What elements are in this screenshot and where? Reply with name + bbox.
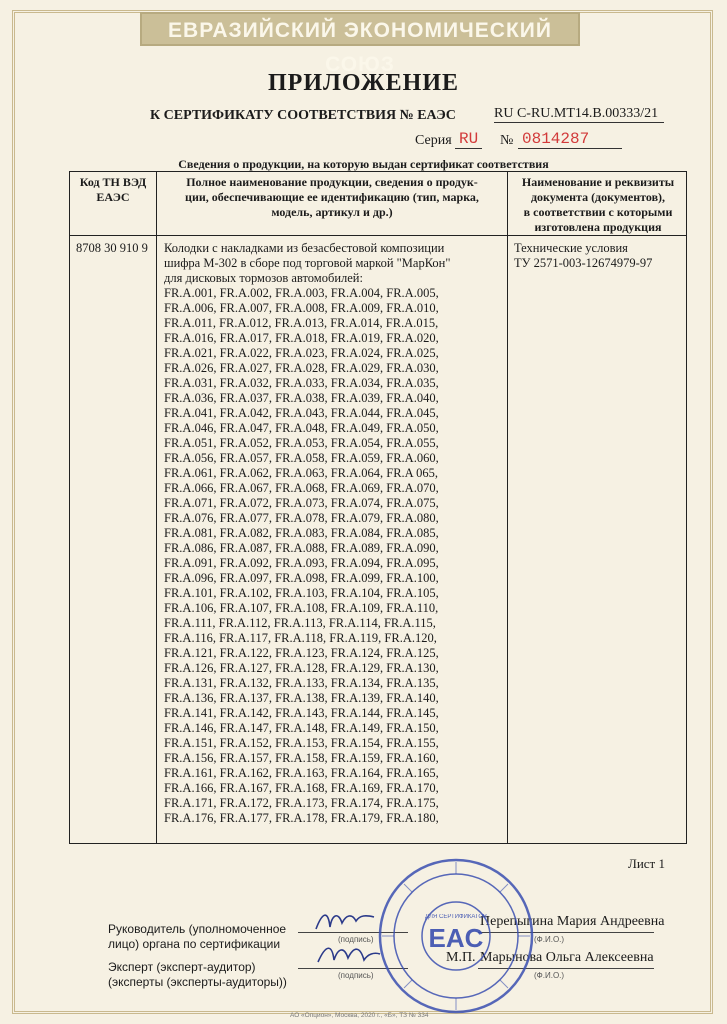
article-line: FR.A.176, FR.A.177, FR.A.178, FR.A.179, FR.A.180, [164, 811, 439, 825]
article-line: FR.A.106, FR.A.107, FR.A.108, FR.A.109, FR.A.110, [164, 601, 439, 615]
article-line: FR.A.001, FR.A.002, FR.A.003, FR.A.004, FR.A.005, [164, 286, 439, 300]
header-line: Наименование и реквизиты [521, 175, 675, 189]
description-line: Колодки с накладками из безасбестовой композиции [164, 241, 445, 255]
label-line: Эксперт (эксперт-аудитор) [108, 960, 256, 974]
certificate-subtitle: К СЕРТИФИКАТУ СООТВЕТСТВИЯ № ЕАЭС [150, 108, 456, 123]
expert-name: Марынова Ольга Алексеевна [480, 950, 654, 965]
signature-caption: (подпись) [338, 971, 374, 980]
article-line: FR.A.051, FR.A.052, FR.A.053, FR.A.054, FR.A.055, [164, 436, 439, 450]
article-line: FR.A.066, FR.A.067, FR.A.068, FR.A.069, FR.A.070, [164, 481, 439, 495]
article-line: FR.A.046, FR.A.047, FR.A.048, FR.A.049, FR.A.050, [164, 421, 439, 435]
article-line: FR.A.021, FR.A.022, FR.A.023, FR.A.024, FR.A.025, [164, 346, 439, 360]
certificate-number: RU C-RU.МТ14.В.00333/21 [494, 106, 664, 123]
header-line: Код ТН ВЭД [79, 175, 147, 189]
section-title: Сведения о продукции, на которую выдан сертификат соответствия [178, 157, 549, 171]
document-line: ТУ 2571-003-12674979-97 [514, 256, 653, 270]
label-line: (эксперты (эксперты-аудиторы)) [108, 975, 287, 989]
header-line: документа (документов), [530, 190, 666, 204]
hs-code: 8708 30 910 9 [76, 241, 148, 255]
header-documents [508, 175, 688, 235]
article-line: FR.A.026, FR.A.027, FR.A.028, FR.A.029, FR.A.030, [164, 361, 439, 375]
stamp-place-label: М.П. [446, 950, 476, 965]
article-line: FR.A.056, FR.A.057, FR.A.058, FR.A.059, FR.A.060, [164, 451, 439, 465]
article-line: FR.A.016, FR.A.017, FR.A.018, FR.A.019, FR.A.020, [164, 331, 439, 345]
fio-caption: (Ф.И.О.) [534, 935, 565, 944]
header-line: изготовлена продукция [534, 220, 662, 234]
sheet-number: Лист 1 [628, 856, 665, 871]
article-line: FR.A.086, FR.A.087, FR.A.088, FR.A.089, FR.A.090, [164, 541, 439, 555]
page-title: ПРИЛОЖЕНИЕ [267, 70, 460, 96]
column-divider [156, 172, 157, 843]
description-line: для дисковых тормозов автомобилей: [164, 271, 363, 285]
product-table [69, 171, 687, 844]
expert-signature [314, 940, 384, 970]
article-line: FR.A.036, FR.A.037, FR.A.038, FR.A.039, FR.A.040, [164, 391, 439, 405]
header-line: модель, артикул и др.) [271, 205, 393, 219]
eac-logo: EAC [428, 923, 484, 953]
article-line: FR.A.161, FR.A.162, FR.A.163, FR.A.164, FR.A.165, [164, 766, 439, 780]
normative-documents [514, 241, 684, 271]
article-line: FR.A.151, FR.A.152, FR.A.153, FR.A.154, FR.A.155, [164, 736, 439, 750]
label-line: лицо) органа по сертификации [108, 937, 281, 951]
article-line: FR.A.171, FR.A.172, FR.A.173, FR.A.174, FR.A.175, [164, 796, 439, 810]
article-line: FR.A.076, FR.A.077, FR.A.078, FR.A.079, FR.A.080, [164, 511, 439, 525]
article-line: FR.A.061, FR.A.062, FR.A.063, FR.A.064, FR.A 065, [164, 466, 439, 480]
header-line: Полное наименование продукции, сведения о продук- [186, 175, 478, 189]
round-stamp [376, 856, 536, 1016]
stamp-text: ДЛЯ СЕРТИФИКАТОВ [424, 914, 488, 920]
article-line: FR.A.166, FR.A.167, FR.A.168, FR.A.169, FR.A.170, [164, 781, 439, 795]
product-description [164, 241, 504, 826]
header-divider [70, 235, 686, 236]
article-line: FR.A.031, FR.A.032, FR.A.033, FR.A.034, FR.A.035, [164, 376, 439, 390]
article-line: FR.A.136, FR.A.137, FR.A.138, FR.A.139, FR.A.140, [164, 691, 439, 705]
head-label [108, 922, 286, 952]
article-line: FR.A.116, FR.A.117, FR.A.118, FR.A.119, FR.A.120, [164, 631, 437, 645]
article-line: FR.A.071, FR.A.072, FR.A.073, FR.A.074, FR.A.075, [164, 496, 439, 510]
article-line: FR.A.011, FR.A.012, FR.A.013, FR.A.014, FR.A.015, [164, 316, 439, 330]
signature-caption: (подпись) [338, 935, 374, 944]
article-line: FR.A.121, FR.A.122, FR.A.123, FR.A.124, FR.A.125, [164, 646, 439, 660]
article-line: FR.A.081, FR.A.082, FR.A.083, FR.A.084, FR.A.085, [164, 526, 439, 540]
description-line: шифра М-302 в сборе под торговой маркой "МарКон" [164, 256, 451, 270]
fio-caption: (Ф.И.О.) [534, 971, 565, 980]
article-line: FR.A.131, FR.A.132, FR.A.133, FR.A.134, FR.A.135, [164, 676, 439, 690]
series-value: RU [455, 130, 482, 149]
article-line: FR.A.096, FR.A.097, FR.A.098, FR.A.099, FR.A.100, [164, 571, 439, 585]
column-divider [507, 172, 508, 843]
head-signature [312, 905, 382, 935]
article-line: FR.A.146, FR.A.147, FR.A.148, FR.A.149, FR.A.150, [164, 721, 439, 735]
printer-footer: АО «Опцион», Москва, 2020 г., «Б», ТЗ № 334 [290, 1012, 429, 1019]
article-line: FR.A.126, FR.A.127, FR.A.128, FR.A.129, FR.A.130, [164, 661, 439, 675]
header-line: ции, обеспечивающие ее идентификацию (тип, марка, [185, 190, 479, 204]
article-line: FR.A.101, FR.A.102, FR.A.103, FR.A.104, FR.A.105, [164, 586, 439, 600]
number-label: № [500, 133, 514, 148]
head-name: Перепыгина Мария Андреевна [480, 914, 665, 929]
article-line: FR.A.041, FR.A.042, FR.A.043, FR.A.044, FR.A.045, [164, 406, 439, 420]
union-banner: ЕВРАЗИЙСКИЙ ЭКОНОМИЧЕСКИЙ СОЮЗ [140, 12, 580, 46]
document-line: Технические условия [514, 241, 628, 255]
series-label: Серия [415, 133, 452, 148]
article-line: FR.A.141, FR.A.142, FR.A.143, FR.A.144, FR.A.145, [164, 706, 439, 720]
label-line: Руководитель (уполномоченное [108, 922, 287, 936]
article-line: FR.A.156, FR.A.157, FR.A.158, FR.A.159, FR.A.160, [164, 751, 439, 765]
article-line: FR.A.006, FR.A.007, FR.A.008, FR.A.009, FR.A.010, [164, 301, 439, 315]
expert-label [108, 960, 287, 990]
article-line: FR.A.091, FR.A.092, FR.A.093, FR.A.094, FR.A.095, [164, 556, 439, 570]
blank-number: 0814287 [518, 130, 622, 149]
header-line: в соответствии с которыми [523, 205, 673, 219]
header-line: ЕАЭС [96, 190, 130, 204]
article-list [164, 286, 504, 826]
header-code [70, 175, 156, 205]
article-line: FR.A.111, FR.A.112, FR.A.113, FR.A.114, FR.A.115, [164, 616, 436, 630]
header-description [157, 175, 507, 220]
